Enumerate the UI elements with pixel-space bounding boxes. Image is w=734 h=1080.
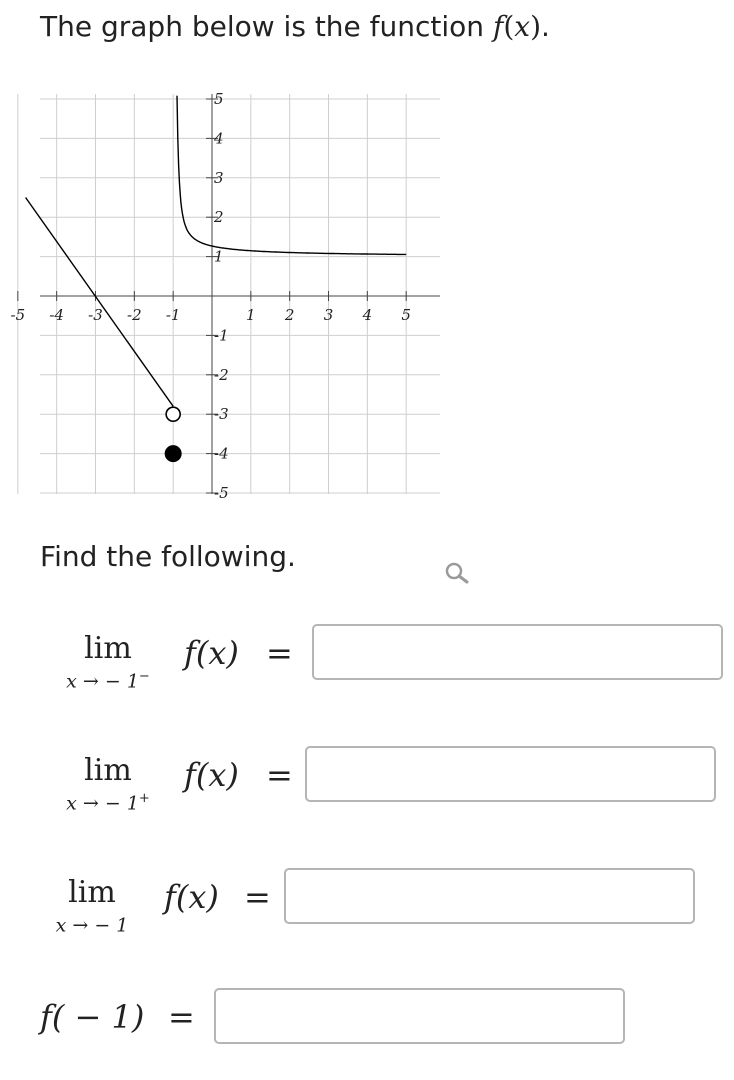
lim-word: lim — [84, 631, 132, 666]
y-tick-label: -5 — [214, 484, 229, 502]
answer-input-left-limit[interactable] — [312, 624, 723, 680]
function-expression: f(x) — [184, 756, 239, 794]
function-graph[interactable] — [10, 90, 442, 502]
y-tick-label: -2 — [214, 365, 229, 384]
limit-notation — [42, 876, 142, 936]
x-tick-label: -4 — [49, 306, 64, 324]
lim-subscript: x → − 1+ — [66, 791, 150, 815]
equals-sign: = — [266, 634, 293, 672]
lim-word: lim — [84, 753, 132, 788]
x-tick-label: -5 — [10, 306, 26, 324]
prompt-text: The graph below is the function — [40, 10, 493, 43]
x-tick-label: 3 — [323, 306, 334, 324]
graph-canvas — [10, 90, 442, 502]
curve-branch — [177, 96, 406, 255]
x-tick-label: -1 — [165, 306, 181, 324]
function-expression: f(x) — [184, 634, 239, 672]
x-tick-label: 5 — [401, 306, 411, 324]
filled-point — [165, 446, 181, 462]
y-tick-label: -3 — [214, 405, 229, 424]
x-tick-label: 2 — [284, 306, 295, 324]
open-point — [166, 407, 180, 421]
y-tick-label: -1 — [214, 326, 229, 345]
find-label: Find the following. — [40, 540, 296, 573]
y-tick-label: -4 — [214, 444, 229, 463]
x-tick-label: 4 — [362, 306, 373, 324]
lim-word: lim — [68, 875, 116, 910]
lim-subscript: x → − 1 — [55, 914, 129, 937]
y-tick-label: 3 — [214, 168, 224, 187]
prompt-function: f(x) — [492, 10, 541, 43]
x-tick-label: 1 — [246, 306, 256, 324]
equals-sign: = — [168, 998, 195, 1036]
equals-sign: = — [266, 756, 293, 794]
y-tick-label: 1 — [214, 247, 224, 266]
x-tick-label: -2 — [127, 306, 142, 324]
y-tick-label: 4 — [214, 129, 224, 148]
x-tick-label: -3 — [88, 306, 103, 324]
limit-notation — [48, 632, 168, 692]
function-value-expression: f( − 1) — [40, 998, 145, 1036]
equals-sign: = — [244, 878, 271, 916]
lim-subscript: x → − 1− — [66, 669, 150, 693]
answer-input-limit[interactable] — [284, 868, 695, 924]
magnifier-icon[interactable] — [442, 560, 472, 586]
limit-notation — [48, 754, 168, 814]
question-prompt: The graph below is the function f(x). — [40, 10, 550, 43]
y-tick-label: 5 — [214, 90, 224, 108]
function-expression: f(x) — [164, 878, 219, 916]
answer-input-right-limit[interactable] — [305, 746, 716, 802]
y-tick-label: 2 — [214, 208, 224, 227]
answer-input-function-value[interactable] — [214, 988, 625, 1044]
